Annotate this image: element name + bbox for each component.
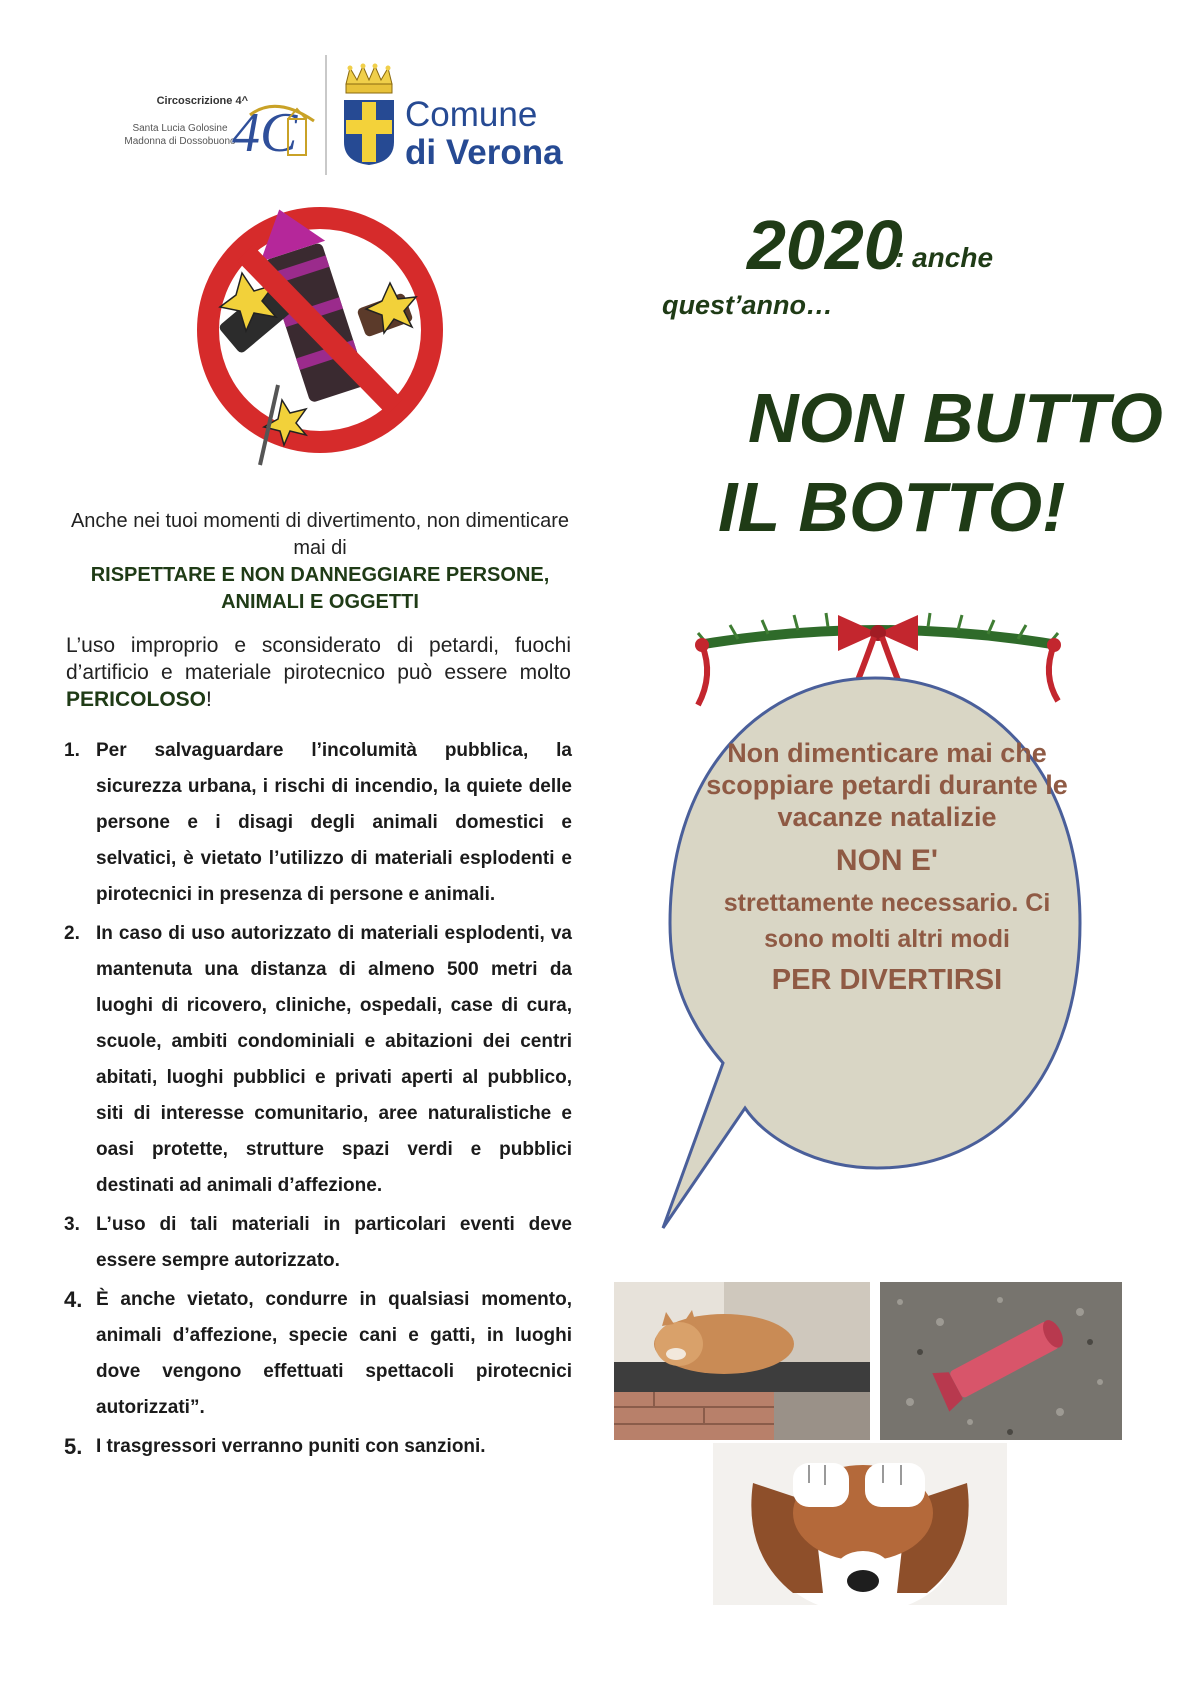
slogan-line-1: NON BUTTO: [748, 379, 1163, 457]
rule-text: Per salvaguardare l’incolumità pubblica, la sicurezza urbana, i rischi di incendio, la quiete delle persone e i disagi degli animali domestici e selvatici, è vietato l’utilizzo di materiali esplodenti e pirotecnici in presenza di persone e animali.: [96, 740, 572, 905]
rule-number: 5.: [64, 1434, 83, 1459]
circoscrizione-sub-2: Madonna di Dossobuono: [124, 136, 236, 147]
warning-paragraph: [66, 632, 571, 713]
comune-di-verona-logo: [405, 96, 563, 172]
year-title: 2020: [747, 206, 903, 284]
bubble-line-2: NON E': [835, 844, 939, 877]
photo-scared-dog: [713, 1443, 1007, 1605]
circoscrizione-logo-text: [110, 95, 250, 148]
verona-crest-icon: [340, 62, 398, 166]
slogan-line-2: IL BOTTO!: [718, 468, 1066, 546]
rule-item: [64, 1282, 572, 1426]
rules-list: [64, 733, 572, 1468]
bubble-line-1: Non dimenticare mai che scoppiare petardi durante le vacanze natalizie: [706, 738, 1068, 832]
bubble-message: [702, 737, 1072, 997]
rule-item: [64, 1429, 572, 1465]
circoscrizione-title: Circoscrizione 4^: [156, 95, 248, 107]
comune-line-2: di Verona: [405, 133, 563, 172]
rule-text: L’uso di tali materiali in particolari eventi deve essere sempre autorizzato.: [96, 1214, 572, 1271]
intro-paragraph: [60, 508, 580, 616]
circoscrizione-sub-1: Santa Lucia Golosine: [132, 123, 228, 134]
circoscrizione-4c-logo: [230, 95, 322, 167]
bubble-line-3: strettamente necessario. Ci sono molti altri modi: [723, 889, 1051, 953]
rule-item: [64, 916, 572, 1204]
photo-spent-firework: [880, 1282, 1122, 1440]
warning-emphasis: PERICOLOSO: [66, 688, 207, 711]
header-divider: [325, 55, 327, 175]
intro-emphasis: RISPETTARE E NON DANNEGGIARE PERSONE, ANIMALI E OGGETTI: [90, 564, 550, 613]
logo-4c-text: 4C: [232, 102, 298, 164]
rule-text: I trasgressori verranno puniti con sanzioni.: [96, 1436, 486, 1457]
rule-text: In caso di uso autorizzato di materiali esplodenti, va mantenuta una distanza di almeno 500 metri da luoghi di ricovero, cliniche, ospedali, case di cura, scuole, ambiti condominiali e abitazioni dei centri abitati, luoghi pubblici e privati aperti al pubblico, siti di interesse comunitario, aree naturalistiche e oasi protette, strutture spazi verdi e pubblici destinati ad animali d’affezione.: [96, 923, 572, 1196]
rule-item: [64, 733, 572, 913]
no-fireworks-sign-icon: [190, 195, 450, 480]
warning-text: L’uso improprio e sconsiderato di petardi, fuochi d’artificio e materiale pirotecnico può essere molto: [66, 634, 571, 684]
rule-number: 2.: [64, 923, 80, 944]
questanno-text: quest’anno…: [662, 290, 834, 320]
bubble-line-4: PER DIVERTIRSI: [771, 964, 1003, 996]
photo-scared-cat: [614, 1282, 870, 1440]
rule-number: 3.: [64, 1214, 80, 1235]
rule-item: [64, 1207, 572, 1279]
intro-text: Anche nei tuoi momenti di divertimento, non dimenticare mai di: [70, 510, 570, 559]
warning-end: !: [206, 688, 212, 711]
comune-line-1: Comune: [405, 95, 538, 134]
anche-text: : anche: [895, 242, 994, 273]
rule-text: È anche vietato, condurre in qualsiasi momento, animali d’affezione, specie cani e gatti, in luoghi dove vengono effettuati spettacoli pirotecnici autorizzati”.: [96, 1289, 572, 1418]
rule-number: 4.: [64, 1287, 83, 1312]
rule-number: 1.: [64, 740, 80, 761]
